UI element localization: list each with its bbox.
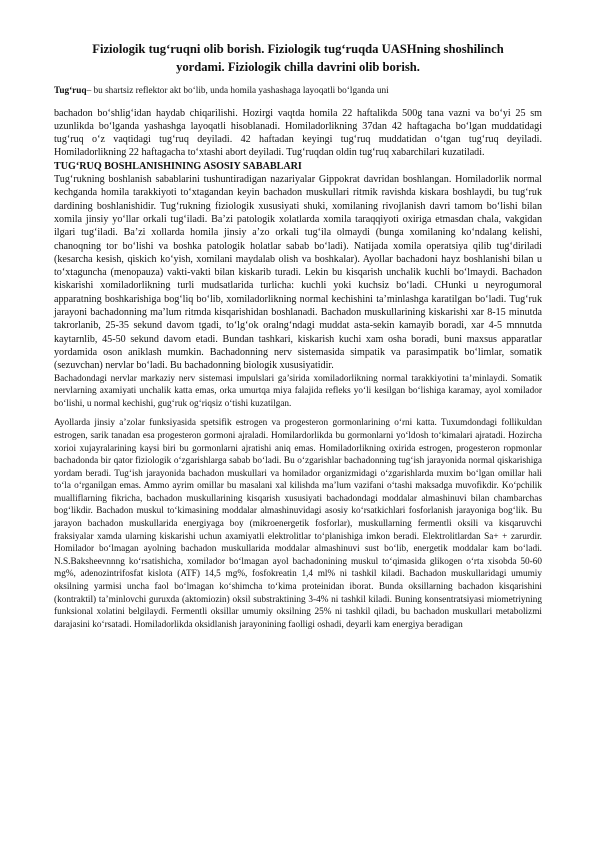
document-title bbox=[54, 40, 542, 76]
body-paragraph-4: Ayollarda jinsiy a’zolar funksiyasida spetsifik estrogen va progesteron gormonlarining o‘rni katta. Tuxumdondagi follikuldan estrogen, sarik tanadan esa progesteron gormoni ajraladi. Homilardorlikda bu gormonlarni yo‘ldosh to‘kimalari ajratadi. Hozircha xorioi xujayralarining kaysi biri bu gormonlarni ajratishi aniq emas. Homiladorlikning oxirida estrogen, progesteron ropmonlar bachadonda bir qator fiziologik o‘zgarishlarga sabab bo‘ladi. Bu o‘zgarishlar bachadonning tug‘ish jarayonida normal qiskarishiga yordam beradi. Tug‘ish jarayonida bachadon muskullari va homilador organizmidagi o‘zgarishlarda muxim bo‘lgan omillar hali to‘la o‘rganilgan emas. Ammo ayrim omillar bu masalani xal kilishda ma’lum vazifani o‘tashi maksadga muvofikdir. Ko‘pchilik mualliflarning fikricha, bachadon muskullarining kisqarish xususiyati bachadondagi moddalar almashinuvi bilan chambarchas bog‘likdir. Bachadon muskul to‘kimasining moddalar almashinuvidagi asosiy ko‘rsatkichlari fosforlanish jarayoniga bog‘lik. Bu jarayon bachadon muskullarida energiyaga boy (mikroenergetik fosforlar), muskullarning fermentli oksili va kisqaruvchi fraksiyalar xamda ularning kiskarishi uchun axamiyatli elektrolitlar to‘planishiga imkon beradi. Elektrolitlardan Sa+ + zarurdir. Homilador bo‘lmagan ayolning bachadon muskullarida moddalar almashinuvi sust bo‘lib, energetik moddalar kam bo‘ladi. N.S.Baksheevnnng ko‘rsatishicha, xomilador bo‘lmagan ayol bachadonining muskul to‘qimasida glikogen o‘rta xisobda 50-60 mg%, adenozintrifosfat kislota (ATF) 14,5 mg%, fosfokreatin 1,4 ml% ni tashkil kiladi. Bachadon muskullaridagi umumiy oksilning yarmisi uncha faol bo‘lmagan ko‘shimcha to‘kima proteinidan iborat. Bunda oksillarning bachadon kisqarishini (kontraktil) ta’minlovchi guruxda (aktomiozin) oksil substraktining 3-4% ni tashkil kiladi. Buning konsentratsiyasi miometriyning funksional xolatini belgilaydi. Fermentli oksillar umumiy oksilning 25% ni tashkil qiladi, bu bachadon muskullari metabolizmi darajasini ko‘rsatadi. Homiladorlikda oksidlanish jarayonining faolligi oshadi, deyarli kam energiya beradigan bbox=[54, 418, 542, 630]
section-heading: TUG‘RUQ BOSHLANISHINING ASOSIY SABABLARI bbox=[54, 160, 302, 172]
body-paragraph-1: bachadon bo‘shlig‘idan haydab chiqarilishi. Hozirgi vaqtda homila 22 haftalikda 500g tana vazni va bo‘yi 25 sm uzunlikda bo‘lganda yashashga layoqatli hisoblanadi. Homiladorlikning 37dan 42 haftagacha bo‘lgan muddatidagi tug‘ruq o‘z vaqtidagi tug‘ruq deyiladi. 42 haftadan keyingi tug‘ruq muddatidan o‘tgan tug‘ruq deyiladi. Homiladorlikning 22 haftagacha to‘xtashi abort deyiladi. Tug‘ruqdan oldin tug‘ruq xabarchilari kuzatiladi. bbox=[54, 107, 542, 159]
title-line-1: Fiziologik tug‘ruqni olib borish. Fiziologik tug‘ruqda UASHning shoshilinch bbox=[92, 42, 504, 56]
body-paragraph-2: Tug‘rukning boshlanish sabablarini tushuntiradigan nazariyalar Gippokrat davridan boshlangan. Homiladorlik normal kechganda homila tarakkiyoti to‘xtagandan keyin bachadon muskullari ritmik ravishda kiskara boshlaydi, bu tug‘ruk dardining boshlanishidir. Tug‘rukning fiziologik xususiyati shuki, xomilaning rivojlanish davri tamom bo‘lishi bilan xomila jinsiy yo‘llar orkali tug‘iladi. Ba’zi patologik xolatlarda xomila taraqqiyoti oxiriga etmasdan chala, vakgidan ilgari tug‘iladi. Ba’zi xollarda homila jinsiy a’zo orkali tug‘ila olmaydi (bunga xomilaning ko‘ndalang kelishi, chanoqning tor bo‘lishi va boshka patologik holatlar sabab bo‘ladi). Natijada xomila operatsiya qilib tug‘diriladi (kesarcha kesish, qiskich ko‘yish, xomilani maydalab olish va boshkalar). Ayollar bachadoni hayz boshlanishi bilan u to‘xtaguncha (menopauza) vakti-vakti bilan kiskarib turadi. Lekin bu kisqarish unchalik kuchli bo‘lmaydi. Bachadon kiskarishi xomiladorlikning turli mudsatlarida turlicha: kuchli yoki kuchsiz bo‘ladi. CHunki u neyrogumoral apparatning boshkarishiga bog‘liq bo‘lib, xomiladorlikning normal kechishini ta’minlashga karatilgan bo‘ladi. Tug‘ruk jarayoni bachadonning ma’lum ritmda kisqarishidan boshlanadi. Bachadon muskullarining kiskarishi xar 8-15 minutda takrorlanib, 25-35 sekund davom tgadi, to‘lg‘ok oralng‘ndagi muddat asta-sekin kamayib boradi, xar 4-5 mnnutda kaytarnlib, 45-50 sekund davom etadi. Bundan tashkari, kiskarish kuchi xam osha boradi, buni maxsus apparatlar yordamida oson aniklash mumkin. Bachadonning nerv sistemasida simpatik va parasimpatik bo‘limlar, somatik (sezuvchan) nervlar bo‘ladi. Bu bachadonning biologik xususiyatidir. bbox=[54, 174, 542, 372]
title-line-2: yordami. Fiziologik chilla davrini olib borish. bbox=[176, 60, 420, 74]
definition-term: Tug‘ruq bbox=[54, 86, 87, 96]
body-paragraph-3: Bachadondagi nervlar markaziy nerv sistemasi impulslari ga’sirida xomiladorlikning normal tarakkiyotini ta’minlaydi. Somatik nervlarning axamiyati unchalik katta emas, orka umurtqa miya falajida refleks yo‘li kesilgan bo‘lishiga karamay, ayol xomilador bo‘lishi, u normal kechishi, gug‘ruk og‘riqsiz o‘tishi kuzatilgan. bbox=[54, 373, 542, 409]
definition-text: – bu shartsiz reflektor akt bo‘lib, unda homila yashashaga layoqatli bo‘lganda uni bbox=[86, 86, 389, 96]
definition-paragraph bbox=[54, 85, 542, 98]
